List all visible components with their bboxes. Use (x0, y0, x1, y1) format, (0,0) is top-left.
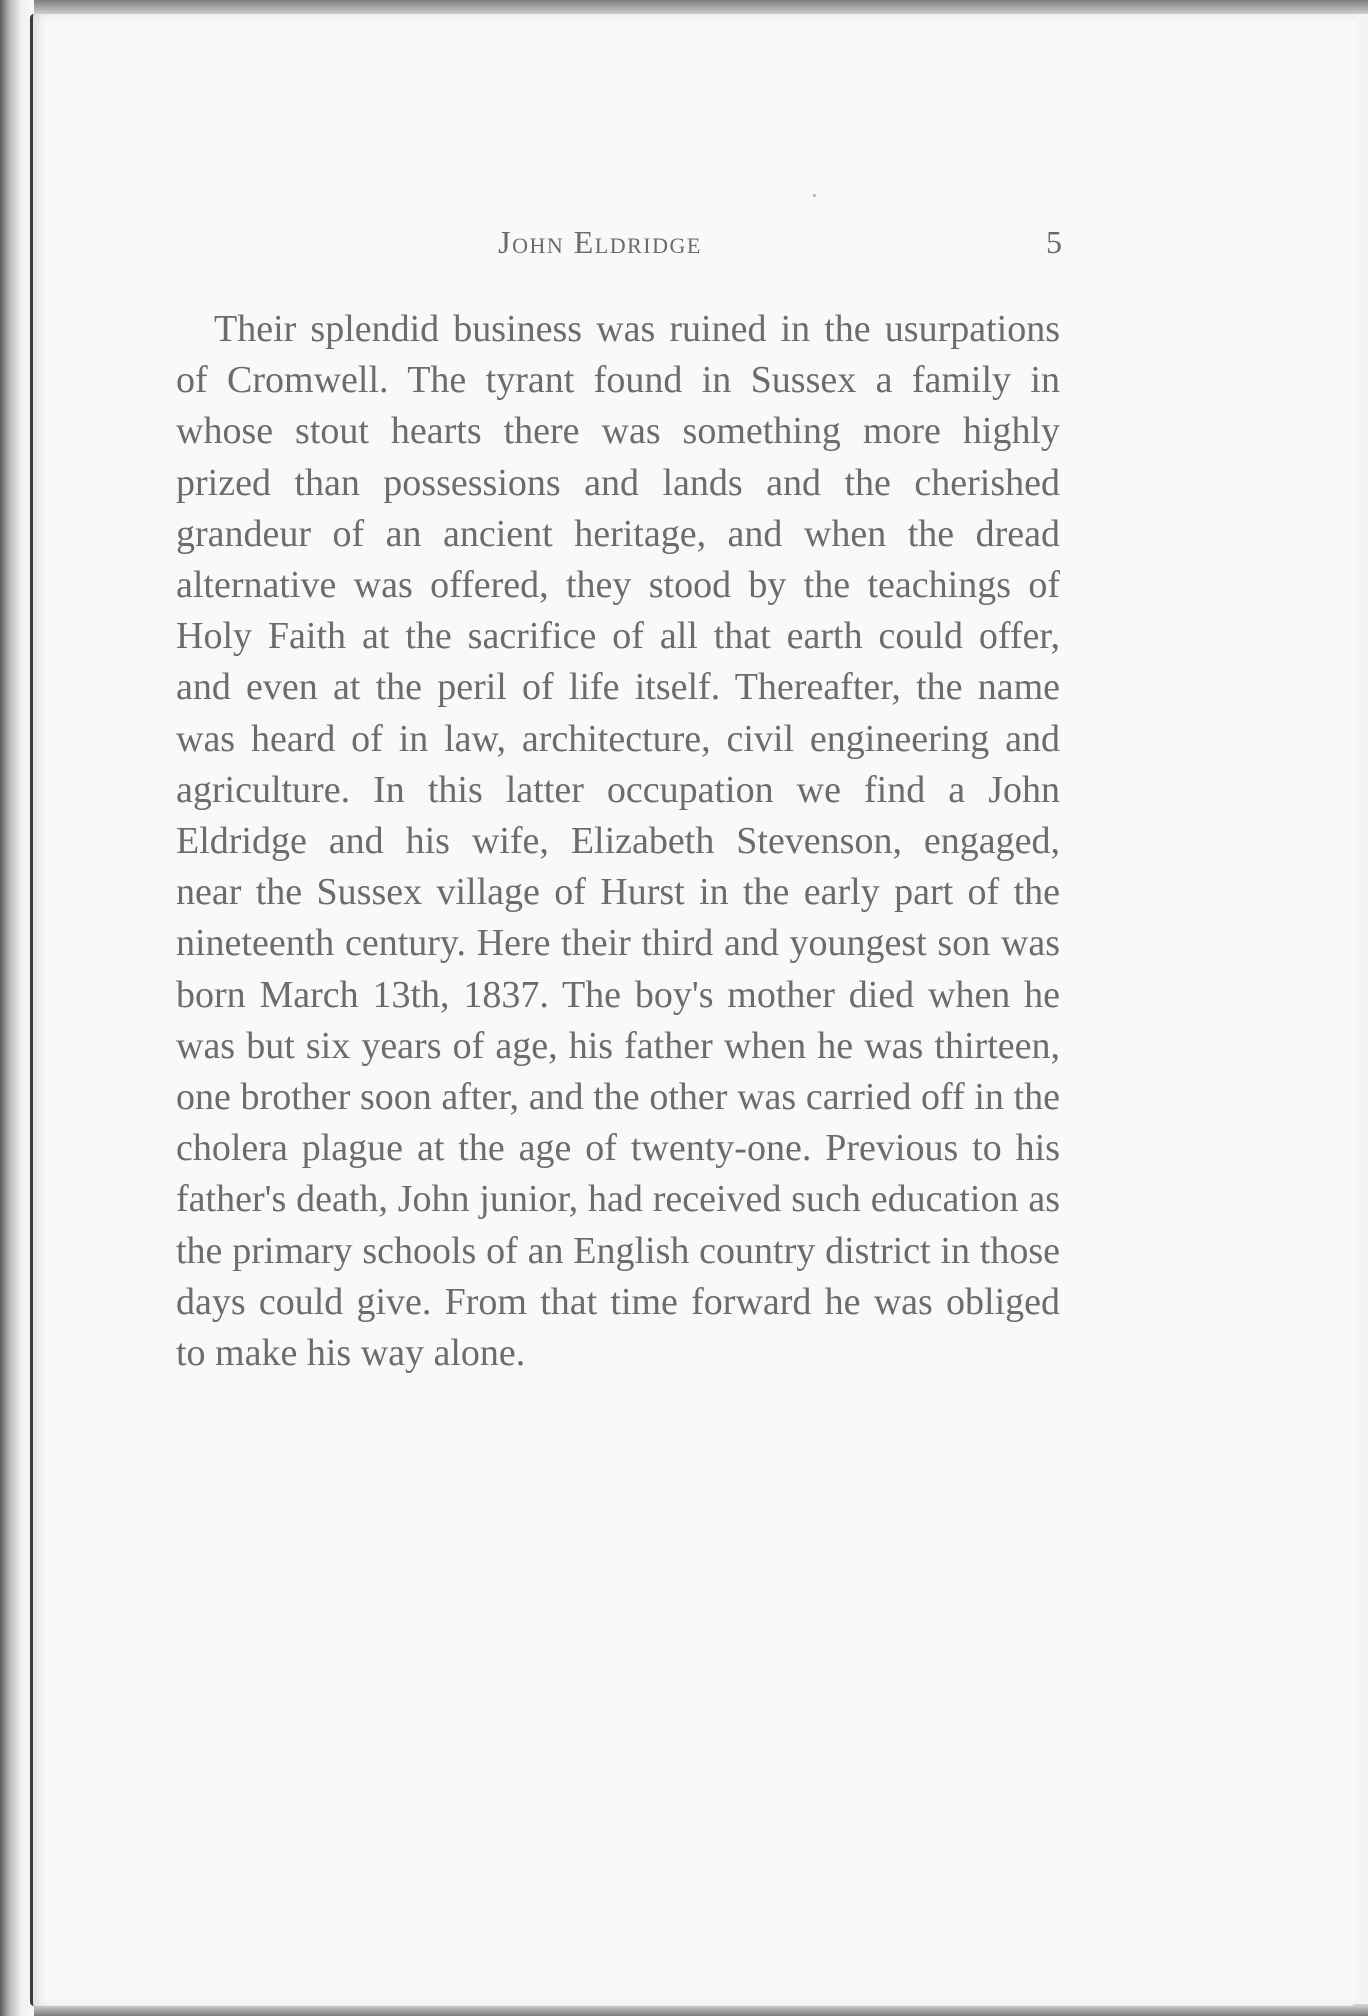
book-spine (0, 0, 34, 2016)
page-number: 5 (1046, 224, 1062, 260)
running-title: John Eldridge (498, 224, 702, 260)
dust-speck (813, 194, 816, 197)
body-paragraph: Their splendid business was ruined in the usurpations of Cromwell. The tyrant found in Sussex a family in whose stout hearts there was something more highly prized than possessions and lands and the cherished grandeur of an ancient heritage, and when the dread alternative was offered, they stood by the teachings of Holy Faith at the sacrifice of all that earth could offer, and even at the peril of life itself. Thereafter, the name was heard of in law, architecture, civil engineering and agriculture. In this latter occupation we find a John Eldridge and his wife, Elizabeth Stevenson, engaged, near the Sussex village of Hurst in the early part of the nineteenth century. Here their third and youngest son was born March 13th, 1837. The boy's mother died when he was but six years of age, his father when he was thirteen, one brother soon after, and the other was carried off in the cholera plague at the age of twenty-one. Previous to his father's death, John junior, had received such education as the primary schools of an English country district in those days could give. From that time forward he was obliged to make his way alone. (176, 308, 1060, 1375)
scan-top-edge (0, 0, 1368, 14)
page-header (140, 224, 1060, 264)
